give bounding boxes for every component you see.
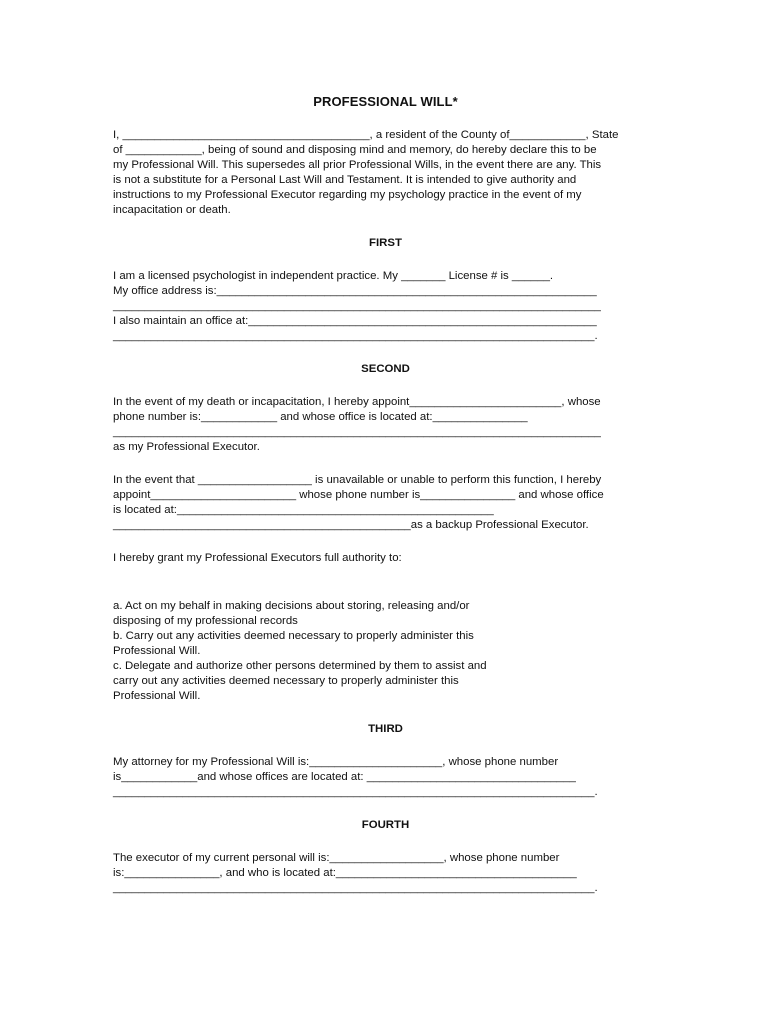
second-line: In the event of my death or incapacitation, I hereby appoint________________________, whose xyxy=(113,396,601,408)
attorney-line: is____________and whose offices are located at: _________________________________ xyxy=(113,771,576,783)
executor-line: The executor of my current personal will is:__________________, whose phone number xyxy=(113,852,560,864)
first-section-body xyxy=(113,269,658,344)
blank-line: ____________________________________________________________________________. xyxy=(113,786,598,798)
list-item: disposing of my professional records xyxy=(113,615,298,627)
document-title: PROFESSIONAL WILL* xyxy=(313,94,458,109)
blank-line: ____________________________________________________________________________. xyxy=(113,882,598,894)
section-heading-second: SECOND xyxy=(361,363,410,375)
additional-office-field: I also maintain an office at:_______________________________________________________ xyxy=(113,315,597,327)
document-page xyxy=(113,94,658,896)
section-heading-first: FIRST xyxy=(369,237,402,249)
attorney-line: My attorney for my Professional Will is:_____________________, whose phone number xyxy=(113,756,559,768)
backup-line: In the event that __________________ is unavailable or unable to perform this function, I hereby xyxy=(113,474,602,486)
list-item: Professional Will. xyxy=(113,645,201,657)
second-line: phone number is:____________ and whose office is located at:_______________ xyxy=(113,411,528,423)
list-item: a. Act on my behalf in making decisions about storing, releasing and/or xyxy=(113,600,470,612)
second-line: as my Professional Executor. xyxy=(113,441,260,453)
intro-line: I, _______________________________________, a resident of the County of____________, State xyxy=(113,129,619,141)
third-section-body xyxy=(113,755,658,800)
backup-line: is located at:__________________________________________________ xyxy=(113,504,494,516)
authority-list xyxy=(113,599,658,704)
intro-line: instructions to my Professional Executor regarding my psychology practice in the event of my xyxy=(113,189,582,201)
section-heading-third: THIRD xyxy=(368,723,403,735)
list-item: Professional Will. xyxy=(113,690,201,702)
fourth-section-body xyxy=(113,851,658,896)
list-item: b. Carry out any activities deemed necessary to properly administer this xyxy=(113,630,474,642)
list-item: carry out any activities deemed necessary to properly administer this xyxy=(113,675,459,687)
intro-line: is not a substitute for a Personal Last Will and Testament. It is intended to give authority and xyxy=(113,174,577,186)
intro-line: of ____________, being of sound and disposing mind and memory, do hereby declare this to be xyxy=(113,144,597,156)
backup-line: appoint_______________________ whose phone number is_______________ and whose office xyxy=(113,489,604,501)
section-heading-fourth: FOURTH xyxy=(361,819,410,831)
list-item: c. Delegate and authorize other persons determined by them to assist and xyxy=(113,660,487,672)
second-section-para2 xyxy=(113,473,658,533)
blank-line: ____________________________________________________________________________. xyxy=(113,330,598,342)
second-section-para1 xyxy=(113,395,658,455)
first-line: I am a licensed psychologist in independent practice. My _______ License # is ______. xyxy=(113,270,554,282)
backup-line: _______________________________________________as a backup Professional Executor. xyxy=(113,519,589,531)
executor-line: is:_______________, and who is located at:______________________________________ xyxy=(113,867,577,879)
blank-line: _____________________________________________________________________________ xyxy=(113,426,601,438)
authority-statement: I hereby grant my Professional Executors full authority to: xyxy=(113,552,402,564)
office-address-field: My office address is:____________________________________________________________ xyxy=(113,285,597,297)
intro-line: incapacitation or death. xyxy=(113,204,231,216)
intro-paragraph xyxy=(113,128,658,218)
blank-line: _____________________________________________________________________________ xyxy=(113,300,601,312)
intro-line: my Professional Will. This supersedes all prior Professional Wills, in the event there are any. This xyxy=(113,159,602,171)
